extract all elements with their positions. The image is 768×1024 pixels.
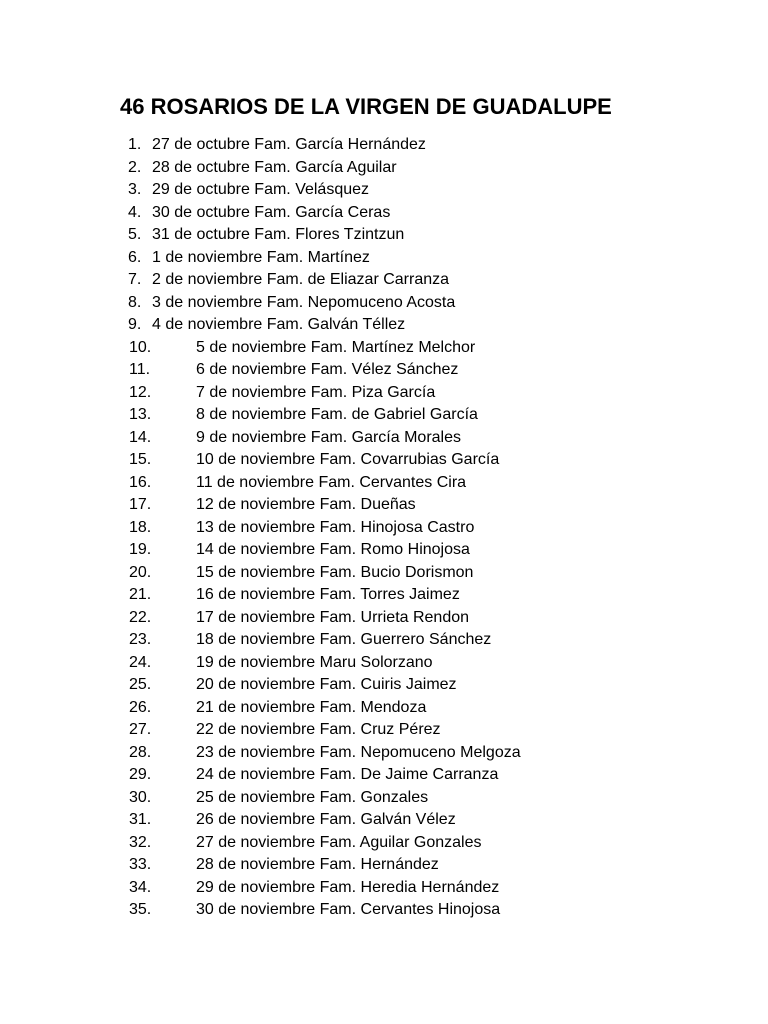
list-item	[0, 517, 768, 540]
list-item-number: 20.	[129, 563, 152, 581]
document-title: 46 ROSARIOS DE LA VIRGEN DE GUADALUPE	[120, 94, 612, 119]
list-item	[0, 269, 768, 292]
list-item-text: 5 de noviembre Fam. Martínez Melchor	[196, 338, 476, 356]
list-item-number: 26.	[129, 698, 152, 716]
list-item	[0, 584, 768, 607]
list-item-text: 23 de noviembre Fam. Nepomuceno Melgoza	[196, 743, 521, 761]
list-item-text: 2 de noviembre Fam. de Eliazar Carranza	[152, 271, 450, 288]
list-item-text: 10 de noviembre Fam. Covarrubias García	[196, 451, 500, 468]
list-item	[0, 832, 768, 855]
list-item	[0, 854, 768, 877]
list-item	[0, 359, 768, 382]
rosary-schedule-list	[0, 134, 768, 922]
list-item-text: 21 de noviembre Fam. Mendoza	[196, 698, 427, 716]
list-item	[0, 337, 768, 360]
list-item-number: 2.	[128, 158, 142, 176]
list-item-number: 9.	[128, 316, 142, 333]
list-item-number: 23.	[129, 631, 152, 648]
list-item-number: 29.	[129, 766, 152, 783]
list-item-text: 27 de octubre Fam. García Hernández	[152, 136, 426, 153]
list-item-number: 30.	[129, 788, 152, 806]
list-item-number: 27.	[129, 721, 152, 738]
list-item	[0, 674, 768, 697]
list-item-number: 34.	[129, 878, 152, 896]
list-item-number: 8.	[128, 293, 142, 311]
list-item-number: 4.	[128, 203, 142, 221]
list-item	[0, 292, 768, 315]
list-item-text: 13 de noviembre Fam. Hinojosa Castro	[196, 518, 475, 536]
list-item	[0, 427, 768, 450]
list-item-number: 15.	[129, 451, 152, 468]
list-item	[0, 382, 768, 405]
list-item-number: 7.	[128, 271, 142, 288]
list-item-text: 31 de octubre Fam. Flores Tzintzun	[152, 226, 405, 243]
list-item-number: 16.	[129, 473, 152, 491]
list-item-text: 19 de noviembre Maru Solorzano	[196, 653, 433, 671]
list-item	[0, 134, 768, 157]
list-item-number: 10.	[129, 338, 152, 356]
list-item-text: 30 de octubre Fam. García Ceras	[152, 203, 391, 221]
list-item-text: 22 de noviembre Fam. Cruz Pérez	[196, 721, 441, 738]
list-item	[0, 742, 768, 765]
list-item	[0, 449, 768, 472]
list-item	[0, 629, 768, 652]
list-item	[0, 247, 768, 270]
list-item	[0, 314, 768, 337]
list-item-text: 18 de noviembre Fam. Guerrero Sánchez	[196, 631, 492, 648]
list-item	[0, 202, 768, 225]
list-item-text: 8 de noviembre Fam. de Gabriel García	[196, 406, 478, 423]
list-item-number: 11.	[129, 361, 151, 378]
list-item	[0, 562, 768, 585]
list-item-text: 16 de noviembre Fam. Torres Jaimez	[196, 586, 460, 603]
list-item-number: 14.	[129, 428, 152, 446]
list-item	[0, 539, 768, 562]
list-item-text: 20 de noviembre Fam. Cuiris Jaimez	[196, 676, 457, 693]
list-item	[0, 472, 768, 495]
list-item-text: 6 de noviembre Fam. Vélez Sánchez	[196, 361, 459, 378]
list-item-text: 28 de noviembre Fam. Hernández	[196, 856, 439, 873]
list-item	[0, 899, 768, 922]
list-item-number: 32.	[129, 833, 152, 851]
list-item	[0, 224, 768, 247]
list-item	[0, 719, 768, 742]
list-item-number: 31.	[129, 811, 152, 828]
list-item-text: 15 de noviembre Fam. Bucio Dorismon	[196, 563, 474, 581]
list-item-number: 33.	[129, 856, 152, 873]
list-item-number: 21.	[129, 586, 152, 603]
list-item-text: 11 de noviembre Fam. Cervantes Cira	[196, 473, 467, 491]
list-item	[0, 809, 768, 832]
list-item	[0, 404, 768, 427]
list-item	[0, 764, 768, 787]
list-item	[0, 697, 768, 720]
list-item-text: 1 de noviembre Fam. Martínez	[152, 248, 370, 266]
list-item-text: 30 de noviembre Fam. Cervantes Hinojosa	[196, 901, 501, 918]
list-item	[0, 494, 768, 517]
list-item-text: 3 de noviembre Fam. Nepomuceno Acosta	[152, 293, 456, 311]
list-item	[0, 787, 768, 810]
list-item	[0, 179, 768, 202]
list-item-number: 19.	[129, 541, 152, 558]
list-item-number: 5.	[128, 226, 142, 243]
list-item-text: 28 de octubre Fam. García Aguilar	[152, 158, 397, 176]
list-item-number: 1.	[128, 136, 142, 153]
list-item-text: 17 de noviembre Fam. Urrieta Rendon	[196, 608, 470, 626]
list-item-text: 29 de octubre Fam. Velásquez	[152, 181, 370, 198]
list-item-number: 24.	[129, 653, 152, 671]
list-item-number: 22.	[129, 608, 152, 626]
list-item-number: 25.	[129, 676, 152, 693]
list-item-number: 18.	[129, 518, 152, 536]
list-item-text: 29 de noviembre Fam. Heredia Hernández	[196, 878, 500, 896]
list-item-text: 4 de noviembre Fam. Galván Téllez	[152, 316, 406, 333]
list-item	[0, 607, 768, 630]
list-item-number: 6.	[128, 248, 142, 266]
list-item-number: 35.	[129, 901, 152, 918]
list-item	[0, 877, 768, 900]
list-item-text: 24 de noviembre Fam. De Jaime Carranza	[196, 766, 499, 783]
list-item	[0, 652, 768, 675]
list-item	[0, 157, 768, 180]
list-item-text: 14 de noviembre Fam. Romo Hinojosa	[196, 541, 470, 558]
list-item-text: 7 de noviembre Fam. Piza García	[196, 383, 436, 401]
list-item-number: 28.	[129, 743, 152, 761]
list-item-text: 26 de noviembre Fam. Galván Vélez	[196, 811, 456, 828]
list-item-text: 27 de noviembre Fam. Aguilar Gonzales	[196, 833, 482, 851]
list-item-number: 3.	[128, 181, 142, 198]
list-item-text: 12 de noviembre Fam. Dueñas	[196, 496, 416, 513]
list-item-text: 25 de noviembre Fam. Gonzales	[196, 788, 429, 806]
list-item-number: 12.	[129, 383, 152, 401]
list-item-number: 13.	[129, 406, 152, 423]
list-item-number: 17.	[129, 496, 152, 513]
list-item-text: 9 de noviembre Fam. García Morales	[196, 428, 461, 446]
